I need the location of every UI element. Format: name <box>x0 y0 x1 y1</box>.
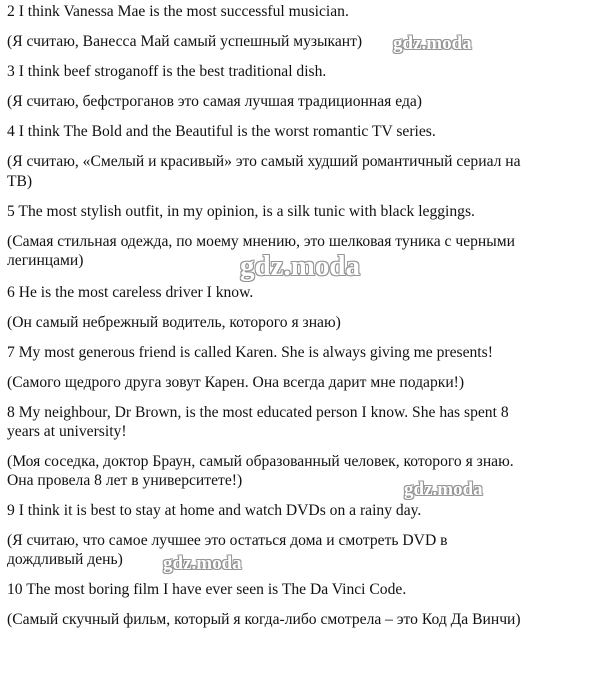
text-line: дождливый день) <box>7 551 123 568</box>
watermark: gdz.moda <box>393 33 472 54</box>
text-line: (Я считаю, Ванесса Май самый успешный музыкант) <box>7 33 363 50</box>
text-line: 5 The most stylish outfit, in my opinion, is a silk tunic with black leggings. <box>7 203 475 220</box>
text-line: 9 I think it is best to stay at home and watch DVDs on a rainy day. <box>7 502 422 519</box>
text-line: (Я считаю, что самое лучшее это остаться дома и смотреть DVD в <box>7 532 448 549</box>
watermark: gdz.moda <box>404 479 483 500</box>
text-line: (Самая стильная одежда, по моему мнению, это шелковая туника с черными <box>7 233 515 250</box>
text-line: (Я считаю, бефстроганов это самая лучшая традиционная еда) <box>7 93 422 110</box>
text-line: ТВ) <box>7 173 33 190</box>
text-line: years at university! <box>7 423 127 440</box>
text-line: (Самого щедрого друга зовут Карен. Она всегда дарит мне подарки!) <box>7 374 465 391</box>
text-line: легинцами) <box>7 252 84 269</box>
text-line: (Я считаю, «Смелый и красивый» это самый худший романтичный сериал на <box>7 153 521 170</box>
watermark: gdz.moda <box>163 553 242 574</box>
text-line: 10 The most boring film I have ever seen is The Da Vinci Code. <box>7 581 407 598</box>
text-line: 6 He is the most careless driver I know. <box>7 284 254 301</box>
text-line: 8 My neighbour, Dr Brown, is the most educated person I know. She has spent 8 <box>7 404 509 421</box>
text-line: (Моя соседка, доктор Браун, самый образованный человек, которого я знаю. <box>7 453 514 470</box>
text-line: 3 I think beef stroganoff is the best traditional dish. <box>7 63 327 80</box>
text-line: 2 I think Vanessa Mae is the most successful musician. <box>7 3 349 20</box>
text-line: 7 My most generous friend is called Karen. She is always giving me presents! <box>7 344 493 361</box>
text-line: 4 I think The Bold and the Beautiful is the worst romantic TV series. <box>7 123 436 140</box>
text-line: Она провела 8 лет в университете!) <box>7 472 243 489</box>
text-line: (Самый скучный фильм, который я когда-либо смотрела – это Код Да Винчи) <box>7 611 521 628</box>
watermark: gdz.moda <box>240 250 361 282</box>
text-line: (Он самый небрежный водитель, которого я знаю) <box>7 314 341 331</box>
